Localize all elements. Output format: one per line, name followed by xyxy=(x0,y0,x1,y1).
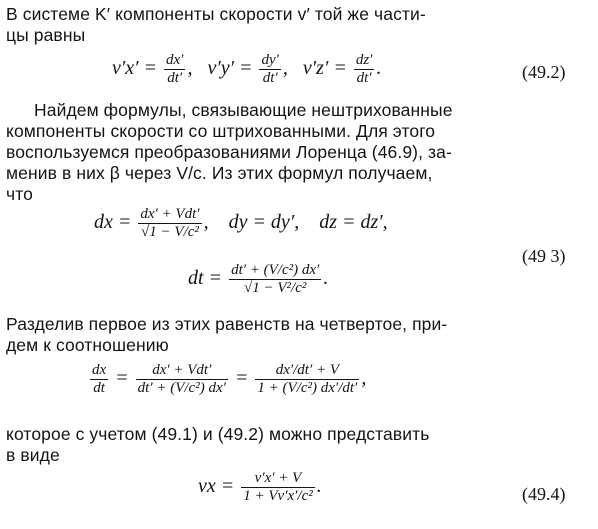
denominator: dt′ + (V/c²) dx′ xyxy=(137,380,226,396)
fraction-ratio-2 xyxy=(255,362,359,397)
equation-ratio: $\frac{dx}{dt}$ = $\frac{\text{dx′ + Vdt′}}{\text{dt′ + (V/c²) dx′}}$ = $\frac{dx'/dt' + V}{\text{1 + (V/c²) dx′/dt′}}$ , xyxy=(92,362,367,396)
paragraph-2-line-3: воспользуемся преобразованиями Лоренца (46.9), за- xyxy=(6,142,452,162)
denominator: 1 + Vv′x′/c² xyxy=(243,488,313,504)
paragraph-4-line-2: в виде xyxy=(6,445,60,465)
eq-49-2-lhs-x: v′x′ = xyxy=(112,57,157,80)
fraction-dx-over-dt xyxy=(90,362,108,397)
paragraph-2 xyxy=(6,100,592,205)
eq-49-3-dy: dy = dy′, xyxy=(228,211,300,234)
numerator: dx xyxy=(92,362,107,378)
paragraph-4 xyxy=(6,424,592,466)
paragraph-3-line-2: дем к соотношению xyxy=(6,335,169,355)
equation-number-49-3: (49 3) xyxy=(522,246,566,266)
paragraph-2-line-5: что xyxy=(6,184,33,204)
denominator: dt xyxy=(93,380,105,396)
fraction-dx-dt xyxy=(164,52,185,87)
denominator: √1 − V²/c² xyxy=(244,280,307,296)
equation-number-49-2: (49.2) xyxy=(522,62,566,82)
eq-49-2-lhs-z: v′z′ = xyxy=(302,57,347,80)
numerator: dz′ xyxy=(355,52,373,68)
fraction-ratio-1 xyxy=(136,362,228,397)
paragraph-2-line-4: менив в них β через V/c. Из этих формул получаем, xyxy=(6,163,433,183)
numerator: v′x′ + V xyxy=(241,470,315,488)
equation-49-4: vx = $\frac{v'x' + V}{\text{1 + Vv′x′/c²}}$ . xyxy=(198,470,322,504)
numerator: dx′/dt′ + V xyxy=(255,362,359,380)
numerator: dx′ xyxy=(166,52,184,68)
paragraph-2-line-1: Найдем формулы, связывающие нештрихованные xyxy=(34,100,453,120)
equation-49-3-row-2: dt = $\frac{\text{dt′ + (V/c²) dx′}}{\text{√1 − V²/c²}}$ . xyxy=(188,262,329,296)
denominator: dt′ xyxy=(167,70,183,86)
denominator: 1 + (V/c²) dx′/dt′ xyxy=(257,380,358,396)
paragraph-3 xyxy=(6,314,592,356)
equation-49-3-row-1: dx = $\frac{\text{dx′ + Vdt′}}{\text{√1 − V/c²}}$ , dy = dy′, dz = dz′, xyxy=(94,206,388,240)
fraction-vx xyxy=(241,470,315,505)
eq-49-4-lhs: vx = xyxy=(198,475,235,498)
paragraph-1 xyxy=(6,4,592,46)
fraction-dy-dt xyxy=(259,52,280,87)
numerator: dx′ + Vdt′ xyxy=(140,206,200,222)
paragraph-1-line-2: цы равны xyxy=(6,25,86,45)
paragraph-1-line-1: В системе K′ компоненты скорости v′ той же части- xyxy=(6,4,426,24)
eq-49-2-lhs-y: v′y′ = xyxy=(207,57,253,80)
equation-number-49-4: (49.4) xyxy=(522,484,566,504)
denominator: dt′ xyxy=(356,70,372,86)
denominator: dt′ xyxy=(262,70,278,86)
eq-49-3-dx-lhs: dx = xyxy=(94,211,132,234)
numerator: dx′ + Vdt′ xyxy=(136,362,228,380)
eq-49-3-dt-lhs: dt = xyxy=(188,267,223,290)
equation-49-2: v′x′ = $\frac{dx'}{dt'}$ , v′y′ = $\frac{dy'}{dt'}$ , v′z′ = $\frac{dz'}{dt'}$ . xyxy=(112,52,382,86)
fraction-dz-dt xyxy=(354,52,375,87)
numerator: dy′ xyxy=(261,52,279,68)
paragraph-2-line-2: компоненты скорости со штрихованными. Для этого xyxy=(6,121,436,141)
numerator: dt′ + (V/c²) dx′ xyxy=(231,262,320,278)
paragraph-4-line-1: которое с учетом (49.1) и (49.2) можно представить xyxy=(6,424,430,444)
paragraph-3-line-1: Разделив первое из этих равенств на четвертое, при- xyxy=(6,314,448,334)
fraction-dx xyxy=(138,206,201,241)
fraction-dt xyxy=(229,262,321,297)
denominator: √1 − V/c² xyxy=(141,224,199,240)
eq-49-3-dz: dz = dz′, xyxy=(319,211,388,234)
